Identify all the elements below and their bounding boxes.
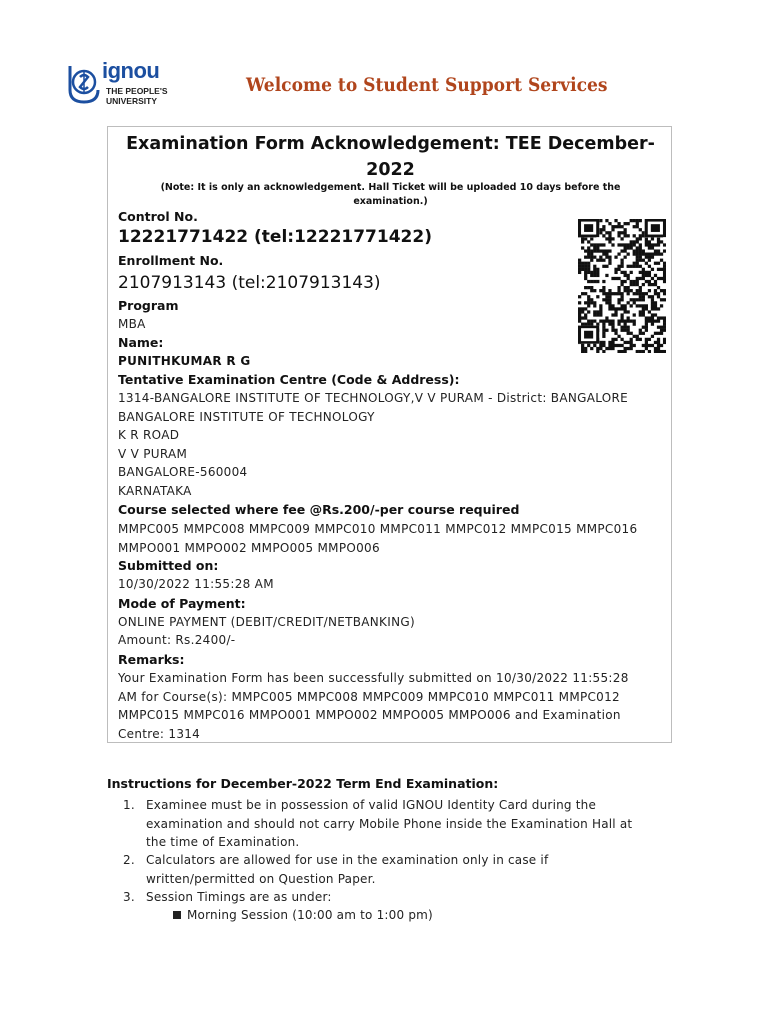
centre-line: 1314-BANGALORE INSTITUTE OF TECHNOLOGY,V V PURAM - District: BANGALORE bbox=[118, 391, 629, 405]
welcome-title: Welcome to Student Support Services bbox=[246, 74, 608, 96]
list-number: 3. bbox=[123, 890, 135, 904]
ignou-emblem-icon bbox=[64, 60, 106, 106]
remarks-line: AM for Course(s): MMPC005 MMPC008 MMPC009 MMPC010 MMPC011 MMPC012 bbox=[118, 689, 620, 704]
name-value: PUNITHKUMAR R G bbox=[118, 354, 251, 368]
list-item-line: written/permitted on Question Paper. bbox=[146, 871, 376, 886]
acknowledgement-card bbox=[107, 126, 672, 743]
logo-wordmark: ignou bbox=[102, 58, 160, 83]
card-title bbox=[108, 131, 673, 183]
list-item-line: Examinee must be in possession of valid IGNOU Identity Card during the bbox=[146, 798, 597, 812]
program-label: Program bbox=[118, 298, 179, 313]
bullet-square-icon bbox=[173, 911, 181, 919]
amount-value: Amount: Rs.2400/- bbox=[118, 633, 236, 647]
enrollment-value[interactable]: 2107913143 (tel:2107913143) bbox=[118, 273, 381, 293]
remarks-line: Your Examination Form has been successfully submitted on 10/30/2022 11:55:28 bbox=[118, 671, 629, 685]
centre-line: KARNATAKA bbox=[118, 483, 192, 498]
card-note-line-1: (Note: It is only an acknowledgement. Hall Ticket will be uploaded 10 days before the bbox=[160, 182, 621, 193]
centre-line: BANGALORE-560004 bbox=[118, 465, 248, 479]
list-item-line: Session Timings are as under: bbox=[146, 890, 332, 904]
page-header bbox=[0, 0, 768, 120]
centre-address bbox=[118, 389, 663, 500]
courses-line: MMPO001 MMPO002 MMPO005 MMPO006 bbox=[118, 540, 380, 555]
qr-code-icon bbox=[578, 219, 666, 353]
list-number: 2. bbox=[123, 853, 135, 867]
centre-line: V V PURAM bbox=[118, 446, 188, 461]
program-value: MBA bbox=[118, 317, 146, 331]
enrollment-label: Enrollment No. bbox=[118, 253, 224, 268]
card-title-line-1: Examination Form Acknowledgement: TEE December- bbox=[126, 134, 655, 154]
centre-line: BANGALORE INSTITUTE OF TECHNOLOGY bbox=[118, 409, 375, 424]
submitted-value: 10/30/2022 11:55:28 AM bbox=[118, 577, 274, 591]
control-value[interactable]: 12221771422 (tel:12221771422) bbox=[118, 227, 432, 247]
remarks-label: Remarks: bbox=[118, 652, 185, 667]
courses-label: Course selected where fee @Rs.200/-per course required bbox=[118, 502, 520, 517]
remarks-line: MMPC015 MMPC016 MMPO001 MMPO002 MMPO005 MMPO006 and Examination bbox=[118, 708, 621, 722]
instructions-title: Instructions for December-2022 Term End Examination: bbox=[107, 776, 499, 791]
card-note-line-2: examination.) bbox=[353, 196, 428, 207]
payment-label: Mode of Payment: bbox=[118, 596, 246, 611]
name-label: Name: bbox=[118, 335, 164, 350]
list-number: 1. bbox=[123, 798, 135, 812]
remarks-text bbox=[118, 669, 663, 743]
payment-value: ONLINE PAYMENT (DEBIT/CREDIT/NETBANKING) bbox=[118, 615, 415, 629]
centre-line: K R ROAD bbox=[118, 428, 180, 442]
list-item-line: examination and should not carry Mobile Phone inside the Examination Hall at bbox=[146, 816, 633, 831]
submitted-label: Submitted on: bbox=[118, 558, 219, 573]
card-note bbox=[138, 181, 643, 209]
ignou-logo bbox=[64, 58, 174, 110]
sub-list-item-text: Morning Session (10:00 am to 1:00 pm) bbox=[187, 908, 433, 922]
list-item-line: Calculators are allowed for use in the examination only in case if bbox=[146, 853, 549, 867]
list-item-line: the time of Examination. bbox=[146, 835, 300, 849]
courses-list bbox=[118, 520, 663, 557]
remarks-line: Centre: 1314 bbox=[118, 726, 201, 741]
courses-line: MMPC005 MMPC008 MMPC009 MMPC010 MMPC011 MMPC012 MMPC015 MMPC016 bbox=[118, 522, 638, 536]
logo-tagline-2: UNIVERSITY bbox=[106, 96, 158, 106]
card-title-line-2: 2022 bbox=[366, 160, 415, 180]
control-label: Control No. bbox=[118, 209, 198, 224]
centre-label: Tentative Examination Centre (Code & Address): bbox=[118, 372, 460, 387]
instructions-section bbox=[107, 776, 707, 922]
logo-tagline-1: THE PEOPLE'S bbox=[106, 86, 168, 96]
